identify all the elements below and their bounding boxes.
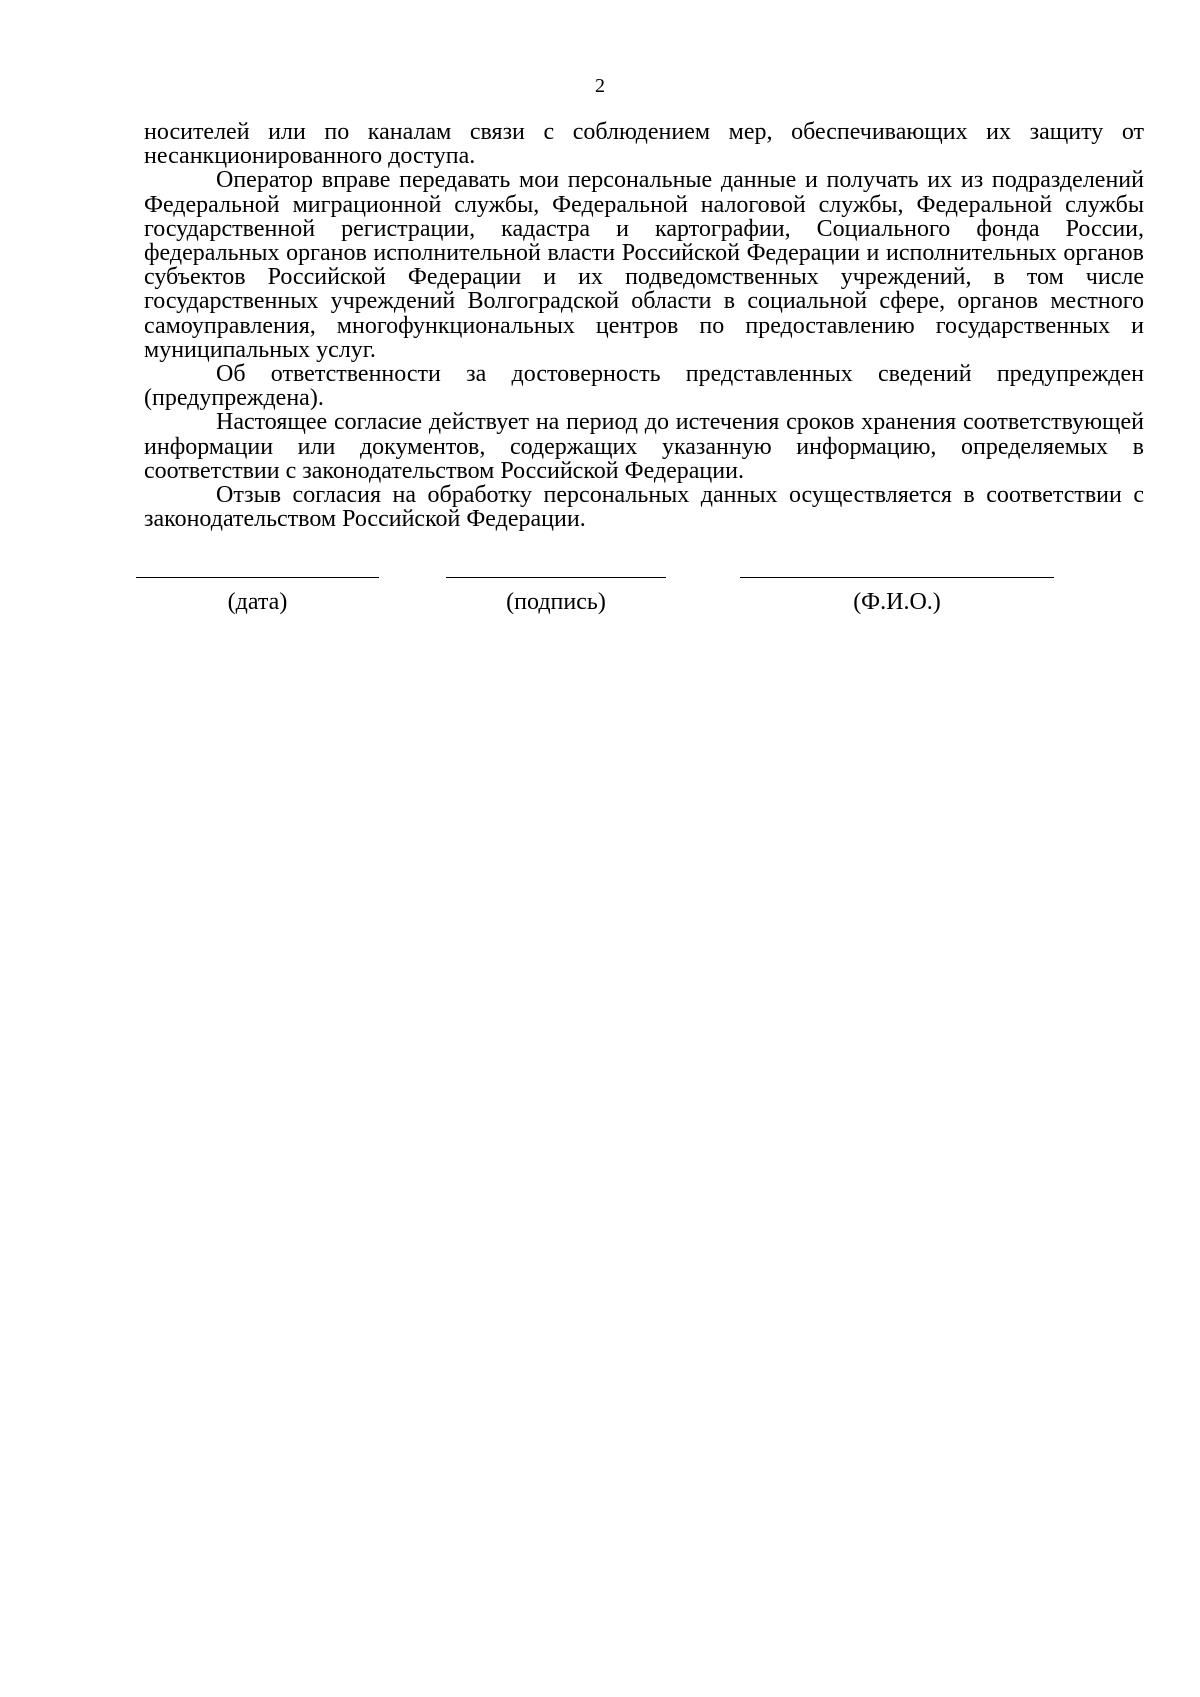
- full-name-signature-line: [740, 577, 1054, 578]
- paragraph-consent-withdrawal: Отзыв согласия на обработку персональных данных осуществляется в соответствии с законодательством Российской Федерации.: [144, 482, 1144, 533]
- paragraph-data-transfer-continuation: носителей или по каналам связи с соблюдением мер, обеспечивающих их защиту от несанкционированного доступа.: [144, 119, 1144, 170]
- page-number: 2: [595, 75, 605, 97]
- signature-label: (подпись): [506, 589, 606, 615]
- date-label: (дата): [227, 589, 288, 615]
- paragraph-consent-validity: Настоящее согласие действует на период до истечения сроков хранения соответствующей информации или документов, содержащих указанную информацию, определяемых в соответствии с законодательством Российской Федерации.: [144, 409, 1144, 484]
- full-name-label: (Ф.И.О.): [853, 589, 941, 615]
- signature-line: [446, 577, 666, 578]
- paragraph-operator-rights: Оператор вправе передавать мои персональные данные и получать их из подразделений Федеральной миграционной службы, Федеральной налоговой службы, Федеральной службы государственной регистрации, кадастра и картографии, Социального фонда России, федеральных органов исполнительной власти Российской Федерации и исполнительных органов субъектов Российской Федерации и их подведомственных учреждений, в том числе государственных учреждений Волгоградской области в социальной сфере, органов местного самоуправления, многофункциональных центров по предоставлению государственных и муниципальных услуг.: [144, 167, 1144, 363]
- paragraph-responsibility-warning: Об ответственности за достоверность представленных сведений предупрежден (предупреждена).: [144, 361, 1144, 412]
- consent-body-text: [144, 120, 1144, 531]
- date-signature-line: [136, 577, 379, 578]
